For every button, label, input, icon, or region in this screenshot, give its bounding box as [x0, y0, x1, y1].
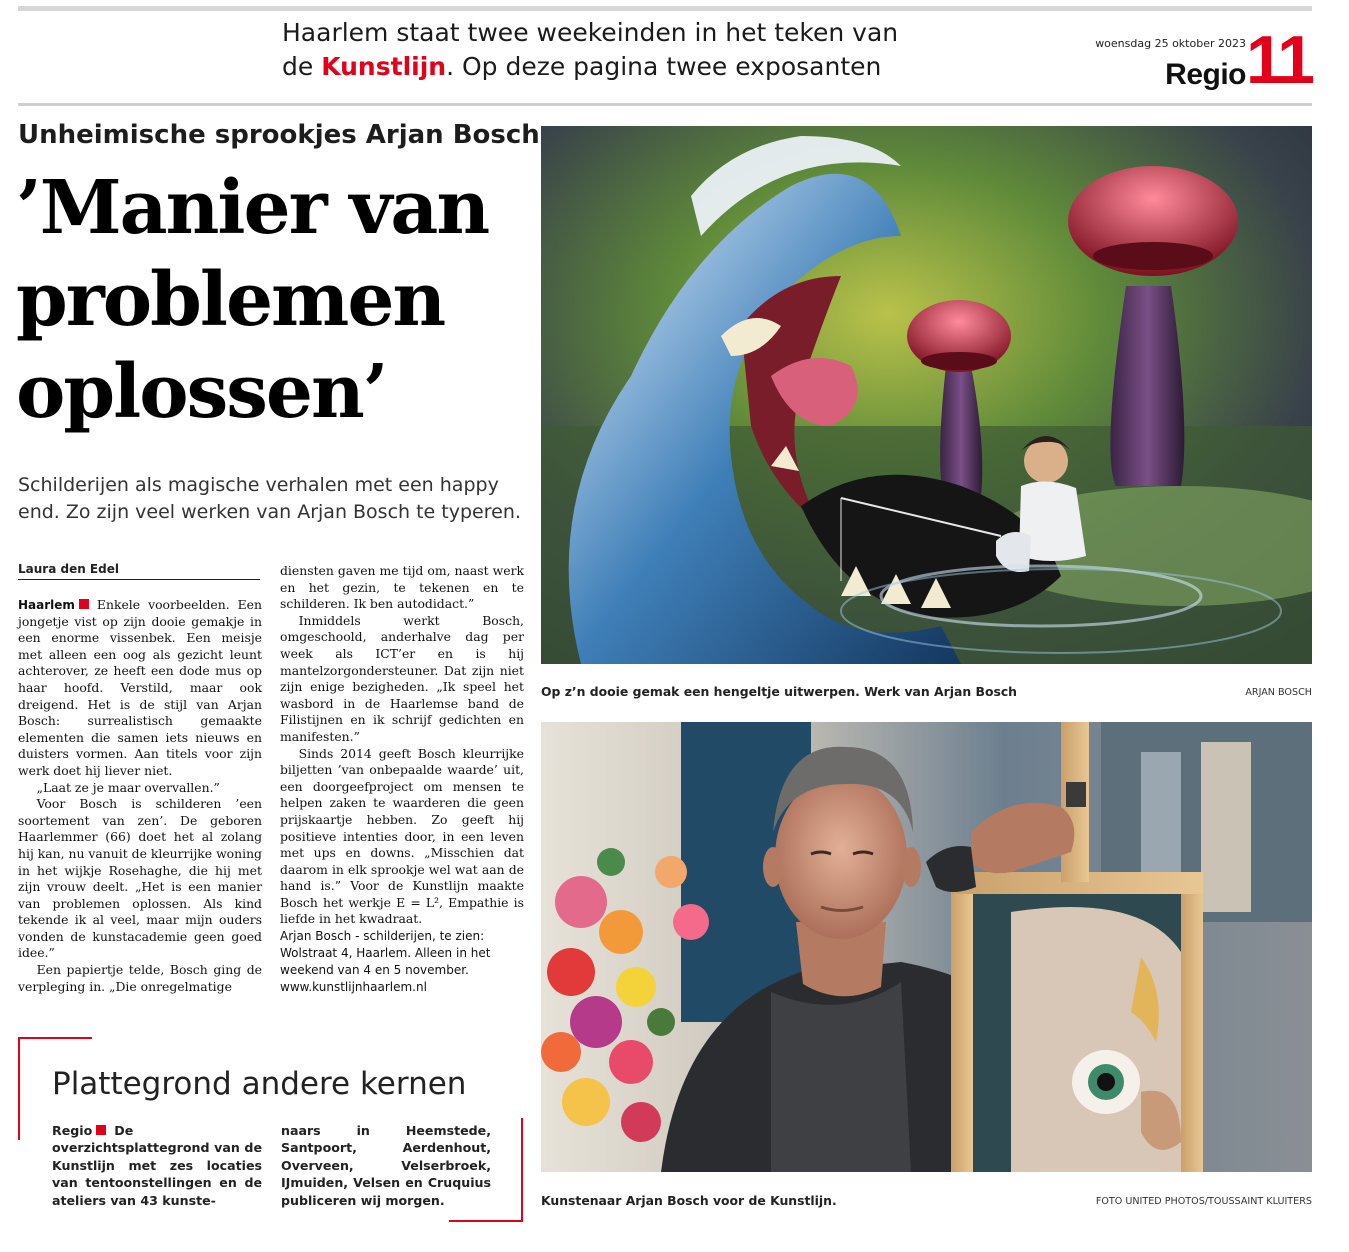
info-line: weekend van 4 en 5 november.: [280, 963, 469, 978]
paragraph: Sinds 2014 geeft Bosch kleurrijke biljetten ’van onbepaalde waarde’ uit, een doorgeefproject om mensen te helpen zaken te waarderen die geen prijskaartje hebben. Zo geeft hij positieve intenties door, in een leven met ups en downs. „Misschien dat daarom in elk sprookje wel wat aan de hand is.” Voor de Kunstlijn maakte Bosch het werkje E = L², Empathie is liefde in het kwadraat.: [280, 745, 524, 927]
boxout-corner-rule: [449, 1220, 523, 1222]
paragraph: Voor Bosch is schilderen ’een soortement van zen’. De geboren Haarlemmer (66) doet het al zolang hij kan, nu vanuit de kleurrijke woning in het wijkje Rosehaghe, die hij met zijn vrouw deelt. „Het is een manier van problemen oplossen. Als kind tekende ik al veel, maar mijn ouders vonden de kunstacademie geen goed idee.”: [18, 796, 262, 961]
exhibition-info: [280, 928, 524, 996]
headline-line: oplossen’: [16, 349, 387, 435]
headline-line: problemen: [16, 257, 445, 343]
painting-photo: [541, 126, 1312, 664]
boxout-column-2: naars in Heemstede, Santpoort, Aerdenhout, Overveen, Velserbroek, IJmuiden, Velsen en Cruquius publiceren wij morgen.: [281, 1123, 491, 1208]
paragraph: Een papiertje telde, Bosch ging de verpleging in. „Die onregelmatige: [18, 962, 262, 994]
byline: Laura den Edel: [18, 562, 260, 580]
article-headline: [16, 162, 536, 438]
painting-caption: Op z’n dooie gemak een hengeltje uitwerpen. Werk van Arjan Bosch: [541, 684, 1017, 699]
boxout-title: Plattegrond andere kernen: [52, 1066, 467, 1102]
portrait-credit: FOTO UNITED PHOTOS/TOUSSAINT KLUITERS: [1095, 1196, 1312, 1207]
portrait-illustration: [541, 722, 1312, 1172]
paragraph: diensten gaven me tijd om, naast werk en het gezin, te tekenen en te schilderen. Ik ben autodidact.”: [280, 563, 524, 612]
dateline-bullet-icon: [96, 1125, 106, 1135]
artist-portrait-photo: [541, 722, 1312, 1172]
top-rule: [18, 6, 1312, 11]
kunstlijn-highlight: Kunstlijn: [321, 52, 447, 81]
info-line: Wolstraat 4, Haarlem. Alleen in het: [280, 946, 491, 961]
issue-date: woensdag 25 oktober 2023: [1095, 37, 1246, 50]
article-column-2: [280, 563, 524, 996]
website-link[interactable]: www.kunstlijnhaarlem.nl: [280, 980, 427, 995]
article-kicker: Unheimische sprookjes Arjan Bosch: [18, 120, 540, 150]
paragraph: „Laat ze je maar overvallen.”: [36, 779, 220, 795]
page-intro: [282, 16, 1002, 84]
paragraph: Inmiddels werkt Bosch, omgeschoold, anderhalve dag per week als ICT’er en is hij mantelzorgondersteuner. Dat zijn niet zijn enige bezigheden. „Ik speel het wasbord in de Haarlemse band de Filistijnen en ik schrijf gedichten en manifesten.”: [280, 612, 524, 744]
dateline-bullet-icon: [79, 599, 89, 609]
intro-line-2: de Kunstlijn. Op deze pagina twee exposanten: [282, 52, 882, 81]
intro-line-1: Haarlem staat twee weekeinden in het teken van: [282, 18, 899, 47]
article-lead: Schilderijen als magische verhalen met een happy end. Zo zijn veel werken van Arjan Bosch te typeren.: [18, 474, 521, 523]
section-name: Regio: [1165, 58, 1246, 91]
dateline: Haarlem: [18, 598, 75, 612]
header-rule: [18, 103, 1312, 106]
boxout-corner-rule: [18, 1037, 92, 1039]
headline-line: ’Manier van: [16, 165, 489, 251]
boxout-corner-rule: [521, 1118, 523, 1221]
page-number: 11: [1246, 22, 1312, 98]
boxout-corner-rule: [18, 1037, 20, 1140]
portrait-caption: Kunstenaar Arjan Bosch voor de Kunstlijn.: [541, 1193, 837, 1208]
boxout-dateline: Regio: [52, 1123, 93, 1138]
painting-illustration: [541, 126, 1312, 664]
painting-credit: ARJAN BOSCH: [1245, 687, 1312, 698]
article-column-1: [18, 597, 262, 995]
info-line: Arjan Bosch - schilderijen, te zien:: [280, 929, 485, 944]
paragraph: Haarlem Enkele voorbeelden. Een jongetje vist op zijn dooie gemakje in een enorme vissenbek. Een meisje met alleen een oog als gezicht leunt achterover, ze heeft een dode mus op haar hoofd. Verstild, maar ook dreigend. Het is de stijl van Arjan Bosch: surrealistisch gemaakte elementen die samen iets nieuws en duisters vormen. Aan titels voor zijn werk doet hij liever niet.: [18, 597, 262, 778]
boxout-column-1: Regio De overzichtsplattegrond van de Kunstlijn met zes locaties van tentoonstellingen en de ateliers van 43 kunste-: [52, 1123, 262, 1208]
